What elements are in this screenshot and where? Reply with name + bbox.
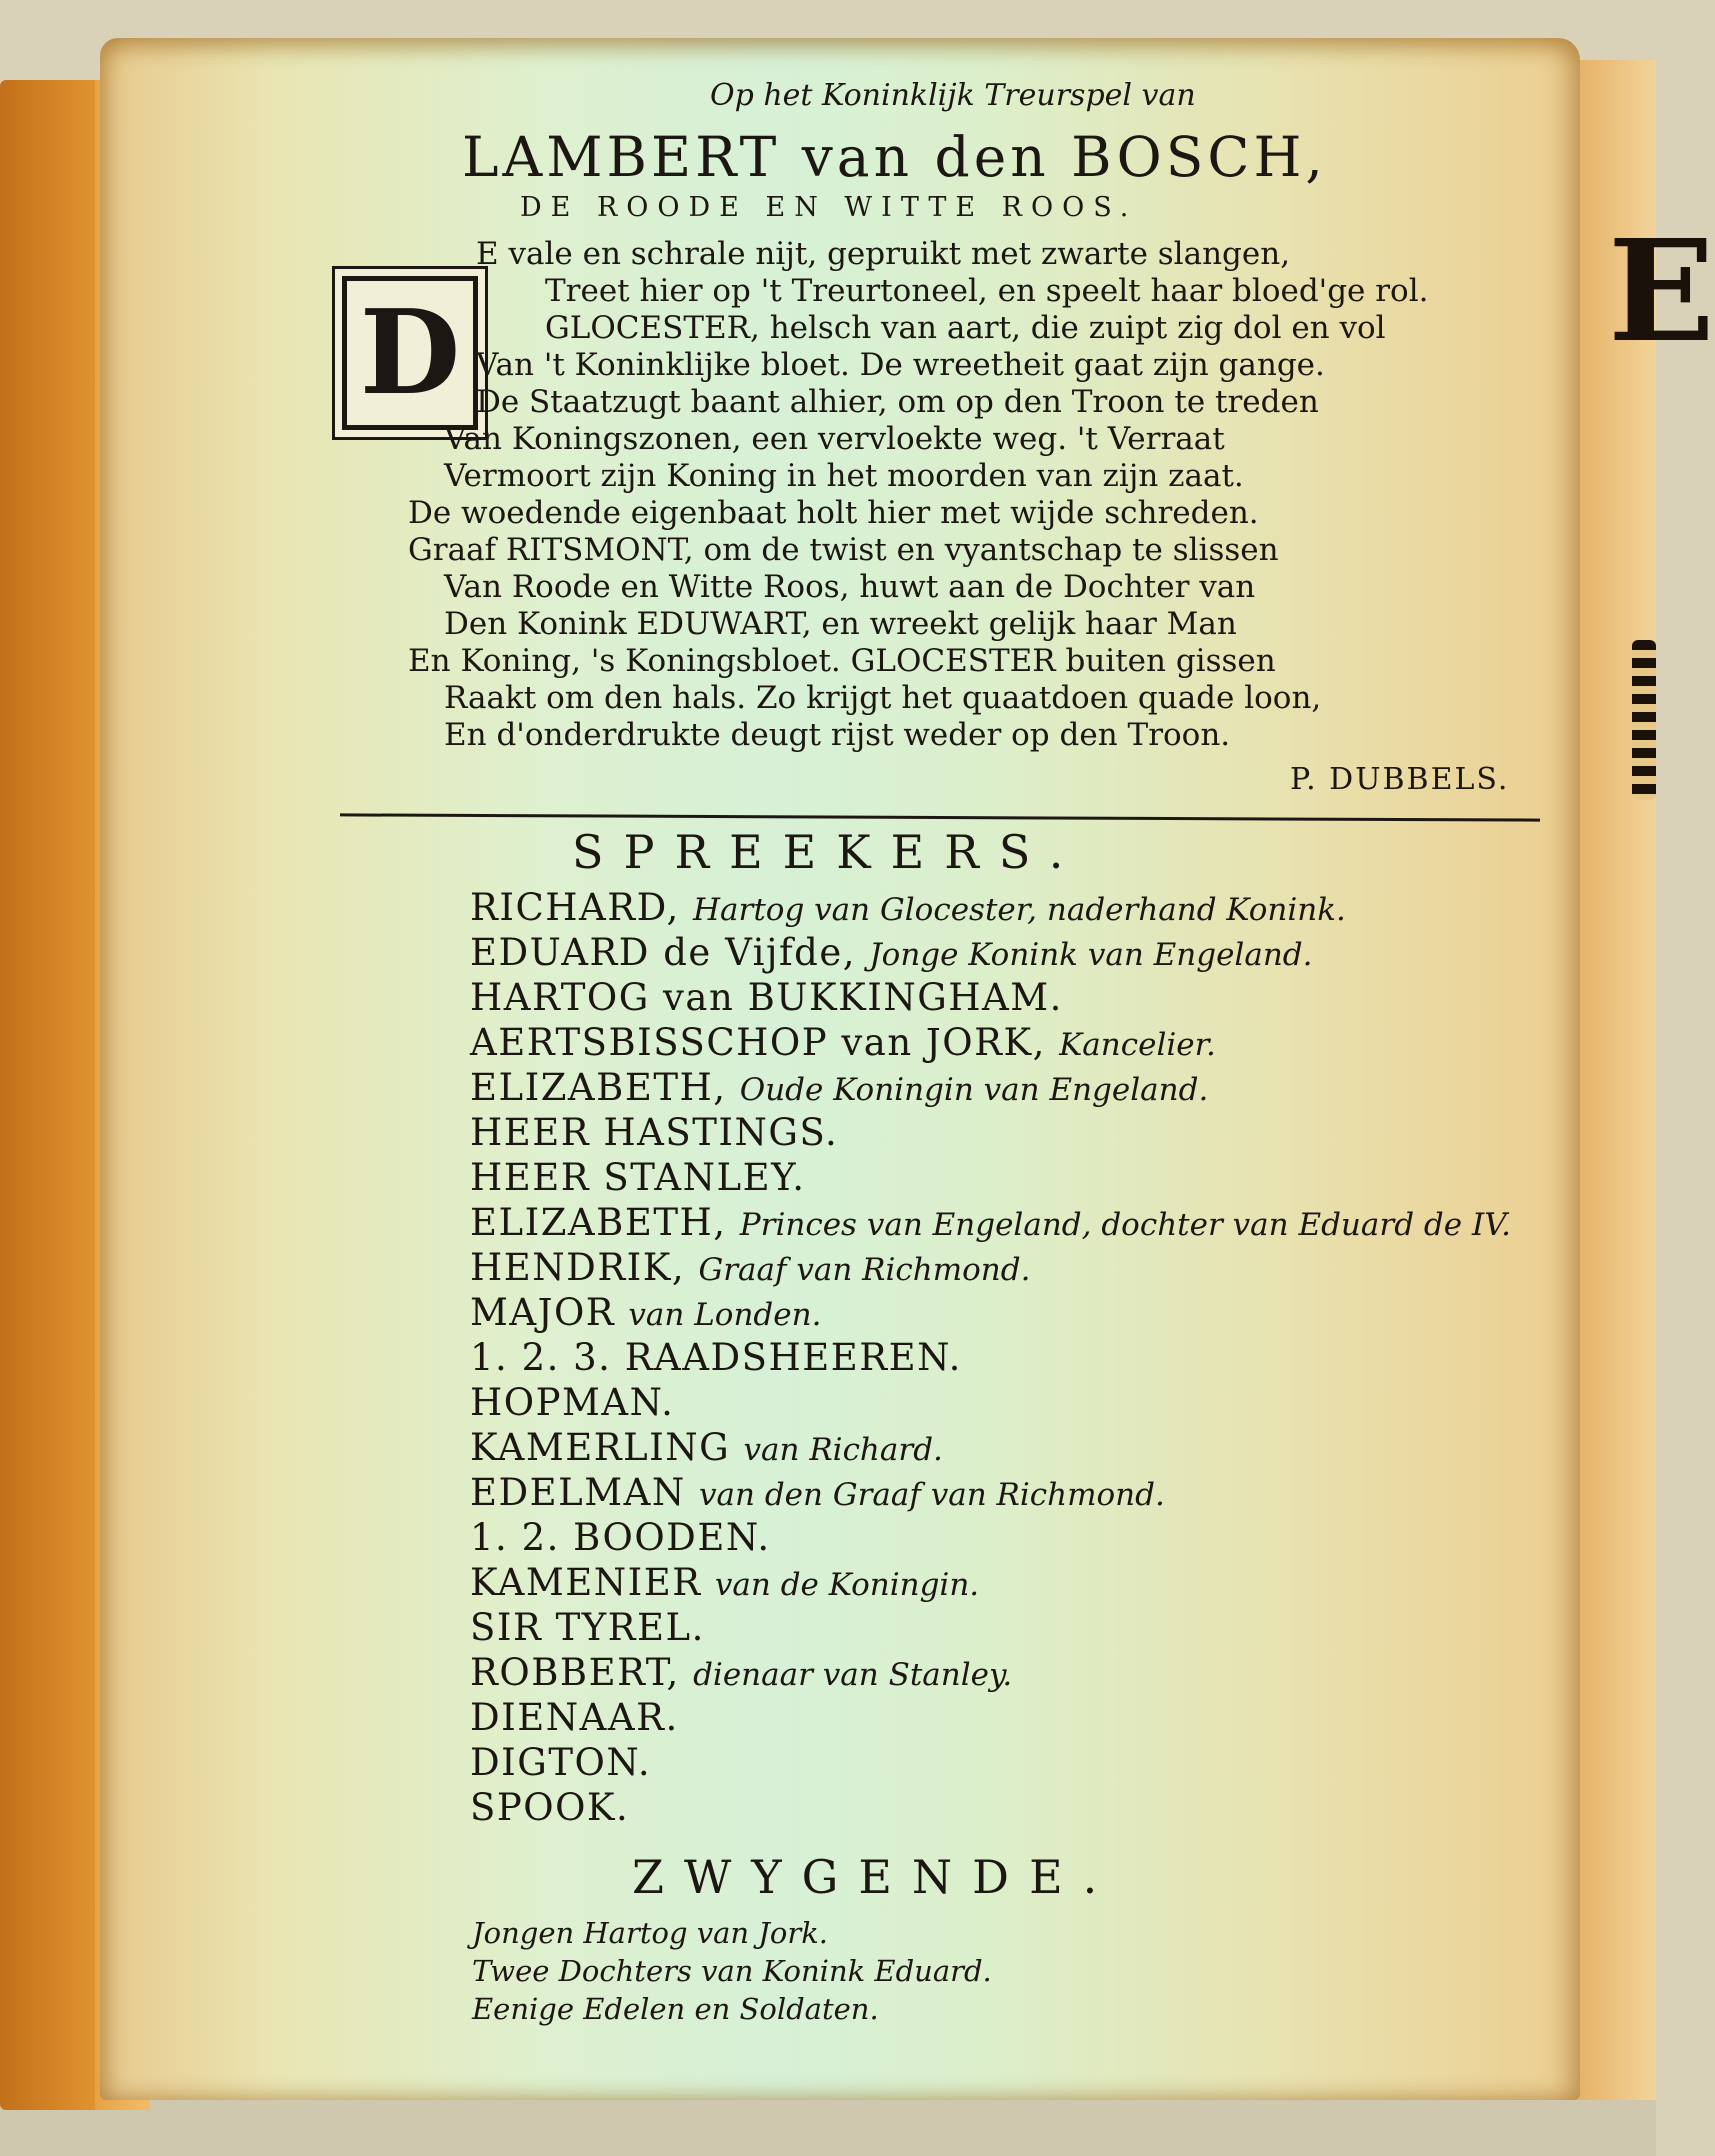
initial-letter: D (359, 285, 461, 421)
speaker-description: Jonge Konink van Engeland. (869, 937, 1313, 973)
poem-line: Den Konink EDUWART, en wreekt gelijk haar Man (444, 606, 1237, 642)
speaker-name: HOPMAN. (470, 1381, 675, 1424)
silent-item: Twee Dochters van Konink Eduard. (472, 1954, 992, 1988)
decorated-initial (332, 266, 488, 440)
speaker-item (470, 1606, 705, 1649)
speaker-description: Princes van Engeland, dochter van Eduard de IV. (739, 1207, 1512, 1243)
speaker-item (470, 1741, 651, 1784)
speaker-name: HENDRIK, (470, 1246, 686, 1289)
speaker-item (470, 1561, 979, 1604)
speaker-item (470, 931, 1312, 974)
speaker-name: 1. 2. 3. RAADSHEEREN. (470, 1336, 962, 1379)
speaker-item (470, 1201, 1511, 1244)
poem-line: Treet hier op 't Treurtoneel, en speelt haar bloed'ge rol. (545, 273, 1429, 309)
speaker-name: HEER STANLEY. (470, 1156, 806, 1199)
poem-line: Raakt om den hals. Zo krijgt het quaatdoen quade loon, (444, 680, 1322, 716)
speaker-name: KAMERLING (470, 1426, 731, 1469)
poem-line: GLOCESTER, helsch van aart, die zuipt zig dol en vol (545, 310, 1386, 346)
speaker-item (470, 1516, 771, 1559)
speaker-description: van den Graaf van Richmond. (699, 1477, 1165, 1513)
poem-line: Van Koningszonen, een vervloekte weg. 't Verraat (444, 421, 1225, 457)
poem-line: Van 't Koninklijke bloet. De wreetheit gaat zijn gange. (476, 347, 1325, 383)
poem-intro: Op het Koninklijk Treurspel van (710, 78, 1196, 113)
speaker-name: ELIZABETH, (470, 1201, 727, 1244)
poem-line: Van Roode en Witte Roos, huwt aan de Dochter van (444, 569, 1256, 605)
speaker-name: KAMENIER (470, 1561, 702, 1604)
speaker-name: ROBBERT, (470, 1651, 680, 1694)
speaker-description: Kancelier. (1059, 1027, 1216, 1063)
speaker-name: DIENAAR. (470, 1696, 679, 1739)
speaker-item (470, 1336, 962, 1379)
poem-line: De woedende eigenbaat holt hier met wijde schreden. (408, 495, 1259, 531)
speaker-item (470, 1291, 821, 1334)
speaker-name: AERTSBISSCHOP van JORK, (470, 1021, 1046, 1064)
speaker-name: SIR TYREL. (470, 1606, 705, 1649)
speaker-item (470, 1111, 838, 1154)
speaker-item (470, 1651, 1012, 1694)
speaker-description: van Londen. (628, 1297, 822, 1333)
speaker-item (470, 1156, 806, 1199)
silent-heading: ZWYGENDE. (632, 1850, 1118, 1904)
speaker-item (470, 976, 1063, 1019)
poem-line: En d'onderdrukte deugt rijst weder op den Troon. (444, 717, 1231, 753)
speaker-description: Hartog van Glocester, naderhand Konink. (693, 892, 1346, 928)
ornament-icon (1632, 640, 1656, 800)
speaker-name: RICHARD, (470, 886, 680, 929)
speaker-name: SPOOK. (470, 1786, 630, 1829)
silent-item: Eenige Edelen en Soldaten. (472, 1992, 879, 2026)
speaker-name: EDELMAN (470, 1471, 686, 1514)
speaker-name: 1. 2. BOODEN. (470, 1516, 771, 1559)
speaker-item (470, 1786, 629, 1829)
speaker-name: MAJOR (470, 1291, 616, 1334)
speaker-name: ELIZABETH, (470, 1066, 727, 1109)
silent-item: Jongen Hartog van Jork. (472, 1916, 829, 1950)
speaker-name: HEER HASTINGS. (470, 1111, 839, 1154)
speaker-name: DIGTON. (470, 1741, 652, 1784)
desk-surface (0, 2100, 1656, 2156)
speaker-name: HARTOG van BUKKINGHAM. (470, 976, 1063, 1019)
poem-line: En Koning, 's Koningsbloet. GLOCESTER buiten gissen (408, 643, 1276, 679)
speaker-description: van de Koningin. (714, 1567, 980, 1603)
poem-line: Graaf RITSMONT, om de twist en vyantschap te slissen (408, 532, 1279, 568)
speaker-name: EDUARD de Vijfde, (470, 931, 856, 974)
speaker-description: dienaar van Stanley. (693, 1657, 1013, 1693)
speaker-description: Graaf van Richmond. (698, 1252, 1031, 1288)
speaker-item (470, 1381, 674, 1424)
right-page-initial: E (1608, 210, 1715, 374)
poem-signature: P. DUBBELS. (1290, 762, 1510, 797)
speaker-item (470, 1066, 1208, 1109)
speaker-item (470, 1021, 1216, 1064)
speaker-description: van Richard. (743, 1432, 943, 1468)
speaker-item (470, 886, 1346, 929)
speaker-item (470, 1426, 943, 1469)
poem-line: E vale en schrale nijt, gepruikt met zwarte slangen, (476, 236, 1291, 272)
speakers-heading: SPREEKERS. (572, 825, 1084, 879)
poem-subtitle: DE ROODE EN WITTE ROOS. (520, 192, 1138, 223)
speaker-item (470, 1696, 679, 1739)
speaker-item (470, 1246, 1030, 1289)
speaker-description: Oude Koningin van Engeland. (739, 1072, 1209, 1108)
poem-author: LAMBERT van den BOSCH, (462, 125, 1327, 189)
speaker-item (470, 1471, 1165, 1514)
poem-line: Vermoort zijn Koning in het moorden van zijn zaat. (444, 458, 1244, 494)
poem-line: De Staatzugt baant alhier, om op den Troon te treden (476, 384, 1319, 420)
